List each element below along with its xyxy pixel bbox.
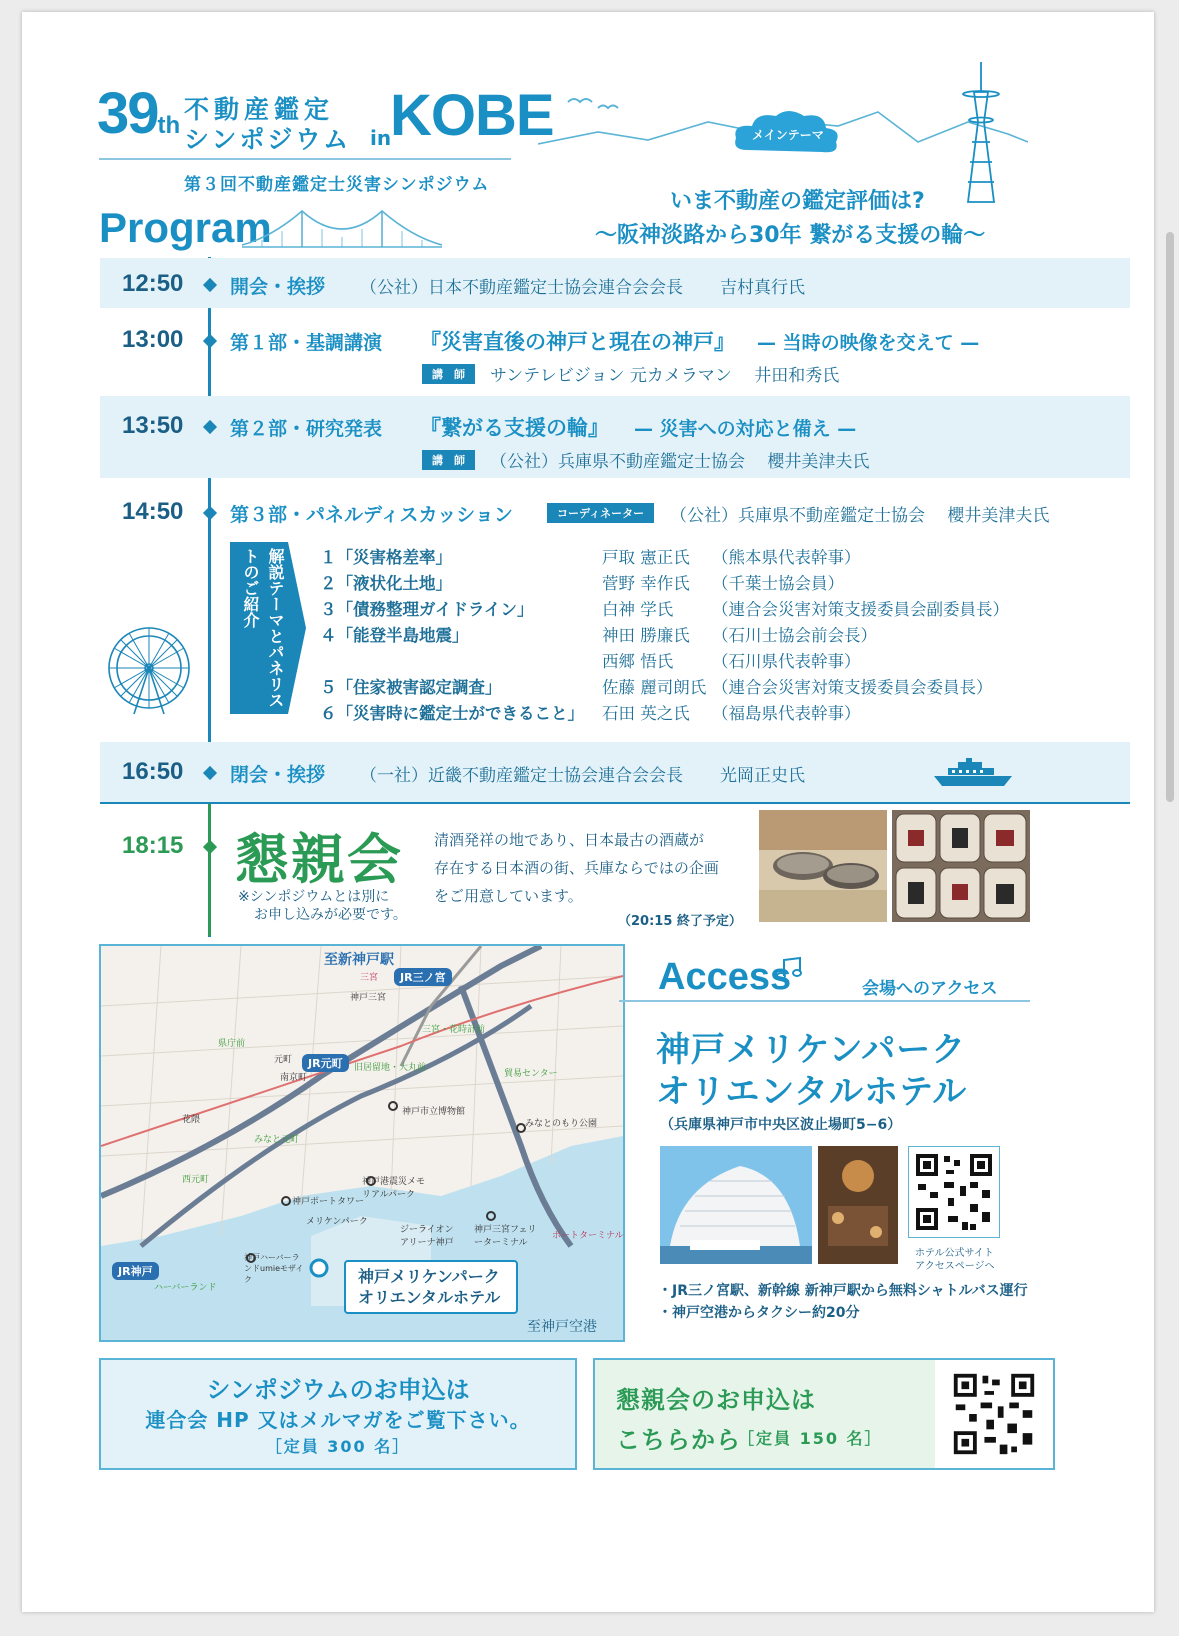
part2-subtitle: — 災害への対応と備え — [634, 418, 857, 440]
panel-arrow-icon [288, 542, 306, 714]
panelist-name: 西郷 悟氏 [602, 652, 674, 671]
part2-speaker: （公社）兵庫県不動産鑑定士協会 櫻井美津夫氏 [490, 452, 870, 472]
symposium-apply-line2: 連合会 HP 又はメルマガをご覧下さい。 [145, 1408, 531, 1432]
party-desc-line2: 存在する日本酒の街、兵庫ならではの企画 [434, 859, 719, 877]
part1-title: 『災害直後の神戸と現在の神戸』 [420, 330, 735, 354]
part1-subtitle: — 当時の映像を交えて — [757, 332, 980, 354]
opening-label: 開会・挨拶 [230, 276, 326, 298]
part3-coordinator: （公社）兵庫県不動産鑑定士協会 櫻井美津夫氏 [670, 506, 1050, 526]
part1-label: 第１部・基調講演 [230, 332, 383, 354]
map-to-shinkobe: 至新神戸駅 [324, 949, 394, 969]
seagull-icon [568, 99, 618, 108]
access-venue-line2: オリエンタルホテル [656, 1072, 968, 1112]
map-landmark: 南京町 [280, 1073, 308, 1083]
ship-icon [934, 758, 1012, 788]
map-landmark: 神戸ポートタワー [292, 1197, 365, 1207]
header-rule [99, 158, 511, 160]
theme-line2: 〜阪神淡路から30年 繋がる支援の輪〜 [595, 223, 986, 248]
hotel-interior-photo [818, 1146, 898, 1264]
access-rule [619, 1000, 1030, 1002]
access-address: （兵庫県神戸市中央区波止場町5−6） [660, 1117, 902, 1133]
party-note-line1: ※シンポジウムとは別に [238, 889, 390, 905]
panel-topic: ５「住家被害認定調査」 [320, 678, 502, 697]
title-city: KOBE [390, 83, 554, 148]
map-landmark: 神戸三宮 [350, 993, 387, 1003]
part2-title: 『繋がる支援の輪』 [420, 416, 609, 440]
main-theme-badge: メインテーマ [752, 128, 824, 142]
map-landmark: ハーバーランド [154, 1283, 217, 1293]
access-heading: Access [658, 956, 792, 998]
panelist-role: （連合会災害対策支援委員会委員長） [712, 678, 993, 697]
access-note2: ・神戸空港からタクシー約20分 [658, 1305, 860, 1321]
party-end-time: （20:15 終了予定） [618, 914, 742, 929]
panel-side-text: 解説テーマとパネリストのご紹介 [241, 548, 285, 708]
ferris-wheel-icon [104, 624, 194, 716]
map-landmark: 三宮 [360, 973, 379, 983]
sake-barrels-photo [892, 810, 1030, 922]
panel-topic: ６「災害時に鑑定士ができること」 [320, 704, 584, 723]
time-1650: 16:50 [122, 758, 184, 785]
map-landmark: 県庁前 [218, 1039, 246, 1049]
hotel-qr-code[interactable] [908, 1146, 1000, 1238]
panelist-role: （千葉士協会員） [712, 574, 844, 593]
panel-topic: ３「債務整理ガイドライン」 [320, 600, 534, 619]
panelist-role: （石川士協会前会長） [712, 626, 877, 645]
access-sub: 会場へのアクセス [862, 979, 998, 999]
panelist-role: （石川県代表幹事） [712, 652, 861, 671]
panel-topic: ２「液状化土地」 [320, 574, 452, 593]
panel-topic: １「災害格差率」 [320, 548, 452, 567]
map-landmark: 三宮・花時計前 [422, 1025, 486, 1035]
map-jr-kobe: JR神戸 [112, 1262, 159, 1280]
port-tower-icon [963, 62, 999, 202]
panel-topic: ４「能登半島地震」 [320, 626, 469, 645]
symposium-apply-line1: シンポジウムのお申込は [206, 1376, 470, 1404]
time-1815: 18:15 [122, 832, 184, 859]
flyer-page [22, 12, 1154, 1612]
sake-cups-photo [759, 810, 887, 922]
panelist-name: 白神 学氏 [602, 600, 674, 619]
party-desc-line3: をご用意しています。 [434, 887, 583, 905]
map-landmark: 神戸ハーバーランドumieモザイク [244, 1253, 304, 1284]
map-landmark: 神戸三宮フェリーターミナル [474, 1225, 537, 1248]
part2-label: 第２部・研究発表 [230, 418, 383, 440]
scrollbar-thumb[interactable] [1166, 232, 1174, 802]
party-apply-line1: 懇親会のお申込は [616, 1386, 816, 1414]
theme-line1: いま不動産の鑑定評価は? [670, 189, 925, 214]
map-landmark: みなとのもり公園 [525, 1119, 598, 1129]
hotel-photo [660, 1146, 812, 1264]
map-venue-line1: 神戸メリケンパーク [358, 1267, 500, 1286]
closing-person: 光岡正史氏 [720, 766, 805, 786]
map-landmark: みなと元町 [254, 1135, 300, 1145]
party-title: 懇親会 [235, 828, 403, 891]
map-landmark: ポートターミナル [552, 1231, 624, 1241]
party-desc-line1: 清酒発祥の地であり、日本最古の酒蔵が [434, 831, 705, 849]
panelist-name: 佐藤 麗司朗氏 [602, 678, 707, 697]
time-1350: 13:50 [122, 412, 184, 439]
panelist-name: 菅野 幸作氏 [602, 574, 690, 593]
part3-label: 第３部・パネルディスカッション [230, 504, 513, 526]
access-venue-line1: 神戸メリケンパーク [656, 1030, 967, 1070]
party-divider [100, 802, 1130, 804]
subtitle: 第３回不動産鑑定士災害シンポジウム [184, 175, 490, 195]
time-1250: 12:50 [122, 270, 184, 297]
panelist-name: 神田 勝廉氏 [602, 626, 690, 645]
map-jr-sannomiya: JR三ノ宮 [394, 968, 452, 986]
title-line2: シンポジウム [184, 125, 352, 154]
closing-label: 閉会・挨拶 [230, 764, 326, 786]
map-landmark: 神戸市立博物館 [402, 1107, 466, 1117]
time-1300: 13:00 [122, 326, 184, 353]
map-jr-motomachi: JR元町 [302, 1054, 349, 1072]
panelist-name: 戸取 憲正氏 [602, 548, 690, 567]
party-apply-line2: こちらから [616, 1426, 741, 1454]
map-landmark: 旧居留地・大丸前 [354, 1063, 427, 1073]
map-to-airport: 至神戸空港 [527, 1319, 597, 1335]
panelist-name: 石田 英之氏 [602, 704, 690, 723]
closing-org: （一社）近畿不動産鑑定士協会連合会会長 [360, 766, 683, 786]
map-landmark: 元町 [274, 1055, 293, 1065]
panelist-role: （福島県代表幹事） [712, 704, 861, 723]
map-landmark: 花隈 [182, 1115, 201, 1125]
qr-caption-line2: アクセスページへ [915, 1261, 995, 1272]
map-landmark: 神戸港震災メモリアルパーク [362, 1177, 426, 1200]
map-landmark: 貿易センター [504, 1069, 558, 1079]
program-label: Program [99, 204, 272, 251]
map-landmark: ジーライオンアリーナ神戸 [400, 1225, 454, 1248]
coordinator-tag: コーディネーター [547, 503, 654, 523]
map-venue-line2: オリエンタルホテル [358, 1288, 501, 1307]
party-timeline-line [208, 804, 211, 936]
music-note-icon [774, 956, 804, 982]
part1-speaker: サンテレビジョン 元カメラマン 井田和秀氏 [490, 366, 840, 386]
edition-number: 39th [97, 81, 181, 146]
opening-org: （公社）日本不動産鑑定士協会連合会会長 [360, 278, 683, 298]
speaker-tag: 講 師 [422, 364, 475, 384]
speaker-tag: 講 師 [422, 450, 475, 470]
map-landmark: 西元町 [182, 1175, 210, 1185]
map-landmark: メリケンパーク [306, 1217, 368, 1227]
party-capacity: ［定員 150 名］ [738, 1429, 883, 1448]
time-1450: 14:50 [122, 498, 184, 525]
symposium-capacity: ［定員 300 名］ [265, 1437, 411, 1456]
access-note1: ・JR三ノ宮駅、新幹線 新神戸駅から無料シャトルバス運行 [658, 1283, 1028, 1299]
party-qr-code[interactable] [950, 1370, 1038, 1458]
qr-caption-line1: ホテル公式サイト [915, 1248, 994, 1259]
panelist-role: （熊本県代表幹事） [712, 548, 861, 567]
title-line1: 不動産鑑定 [184, 95, 335, 124]
panelist-role: （連合会災害対策支援委員会副委員長） [712, 600, 1009, 619]
opening-person: 吉村真行氏 [720, 278, 805, 298]
bridge-icon [242, 207, 442, 251]
title-in: in [370, 126, 392, 150]
party-note-line2: お申し込みが必要です。 [254, 907, 407, 923]
